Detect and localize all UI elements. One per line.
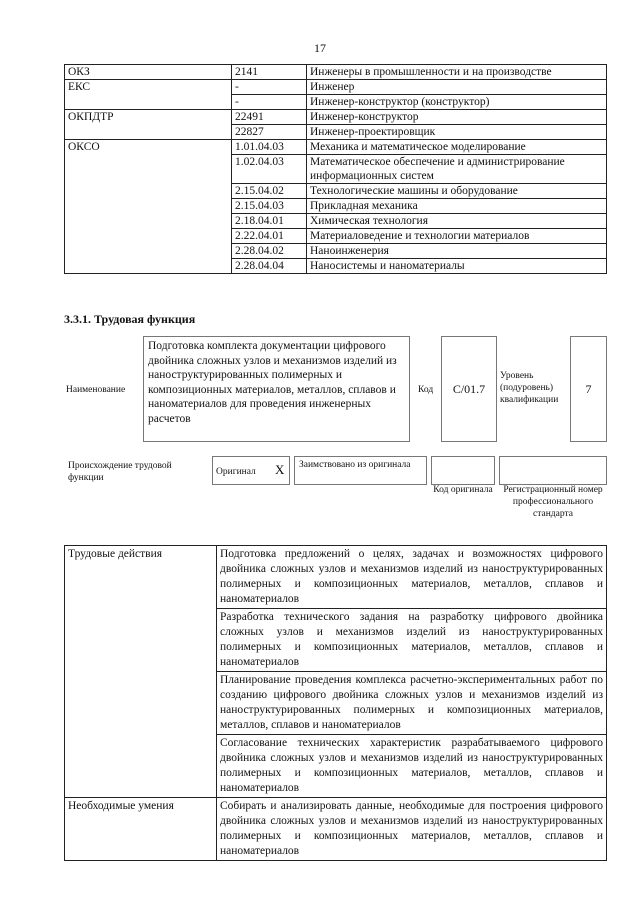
table-row (65, 95, 607, 110)
table-cell-name: Технологические машины и оборудование (307, 184, 607, 199)
reg-number-label: Регистрационный номер профессионального стандарта (503, 485, 603, 519)
table-cell-group (65, 259, 232, 274)
table-cell-name: Наносистемы и наноматериалы (307, 259, 607, 274)
table-cell-group (65, 214, 232, 229)
table-cell-group: ОКЗ (65, 65, 232, 80)
labor-action: Разработка технического задания на разработку цифрового двойника сложных узлов и механизмов изделий из наноструктурированных полимерных и композиционных материалов, металлов, сплавов и наноматериалов (217, 609, 607, 672)
section-title: 3.3.1. Трудовая функция (64, 312, 196, 326)
original-label: Оригинал (216, 467, 256, 477)
table-row (65, 65, 607, 80)
borrowed-cell (294, 456, 427, 485)
table-cell-code: 2.28.04.02 (232, 244, 307, 259)
table-row (65, 110, 607, 125)
table-row (65, 80, 607, 95)
name-label: Наименование (66, 385, 126, 395)
table-row (65, 214, 607, 229)
original-cell (212, 456, 290, 485)
table-cell-group (65, 125, 232, 140)
table-cell-name: Инженер-проектировщик (307, 125, 607, 140)
table-cell-code: 2.28.04.04 (232, 259, 307, 274)
table-row (65, 184, 607, 199)
table-cell-name: Инженер-конструктор (конструктор) (307, 95, 607, 110)
table-cell-name: Химическая технология (307, 214, 607, 229)
labor-action: Планирование проведения комплекса расчетно-экспериментальных работ по созданию цифрового двойника сложных узлов и механизмов изделий из наноструктурированных полимерных и композиционных материалов, металлов, сплавов и наноматериалов (217, 672, 607, 735)
skill-item: Собирать и анализировать данные, необходимые для построения цифрового двойника сложных узлов и механизмов изделий из наноструктурированных полимерных и композиционных материалов, металлов, сплавов и наноматериалов (217, 798, 607, 861)
table-cell-code: - (232, 95, 307, 110)
code-original-label: Код оригинала (433, 485, 493, 495)
table-row (65, 259, 607, 274)
labor-action: Согласование технических характеристик разрабатываемого цифрового двойника сложных узлов и механизмов изделий из наноструктурированных полимерных и композиционных материалов, металлов, сплавов и наноматериалов (217, 735, 607, 798)
table-cell-name: Механика и математическое моделирование (307, 140, 607, 155)
table-cell-group (65, 229, 232, 244)
function-code-value: C/01.7 (441, 336, 497, 442)
code-label: Код (418, 385, 434, 395)
table-cell-name: Инженеры в промышленности и на производстве (307, 65, 607, 80)
qualification-level-value: 7 (570, 336, 607, 442)
table-cell-code: 22827 (232, 125, 307, 140)
table-cell-group (65, 199, 232, 214)
table-cell-group: ОКСО (65, 140, 232, 155)
table-cell-group: ЕКС (65, 80, 232, 95)
table-cell-code: 2141 (232, 65, 307, 80)
qualification-level-label: Уровень (подуровень) квалификации (500, 371, 559, 405)
table-row (65, 229, 607, 244)
table-cell-code: 22491 (232, 110, 307, 125)
table-cell-name: Математическое обеспечение и администрирование информационных систем (307, 155, 607, 184)
table-row (65, 155, 607, 184)
table-cell-name: Инженер (307, 80, 607, 95)
table-cell-code: 2.18.04.01 (232, 214, 307, 229)
labor-action: Подготовка предложений о целях, задачах и возможностях цифрового двойника сложных узлов и механизмов изделий из наноструктурированных полимерных и композиционных материалов, металлов, сплавов и наноматериалов (217, 546, 607, 609)
function-name-value: Подготовка комплекта документации цифрового двойника сложных узлов и механизмов изделий из наноструктурированных полимерных и композиционных материалов, металлов, сплавов и наноматериалов для проведения инженерных расчетов (143, 336, 410, 442)
classification-table (64, 64, 607, 274)
skills-label: Необходимые умения (65, 798, 217, 861)
borrowed-label: Заимствовано из оригинала (299, 460, 411, 470)
table-cell-code: 1.02.04.03 (232, 155, 307, 184)
page-number: 17 (314, 41, 326, 55)
table-row (65, 546, 607, 609)
table-row (65, 798, 607, 861)
table-cell-group: ОКПДТР (65, 110, 232, 125)
table-cell-code: 1.01.04.03 (232, 140, 307, 155)
origin-label: Происхождение трудовой функции (68, 461, 172, 483)
table-cell-group (65, 95, 232, 110)
table-cell-group (65, 184, 232, 199)
table-cell-name: Прикладная механика (307, 199, 607, 214)
table-cell-code: 2.22.04.01 (232, 229, 307, 244)
table-row (65, 199, 607, 214)
table-cell-code: - (232, 80, 307, 95)
table-cell-name: Наноинженерия (307, 244, 607, 259)
table-row (65, 244, 607, 259)
table-row (65, 140, 607, 155)
code-original-cell (431, 456, 495, 485)
reg-number-cell (499, 456, 607, 485)
labor-actions-table (64, 545, 607, 861)
table-cell-group (65, 244, 232, 259)
original-mark: X (275, 462, 285, 477)
table-cell-code: 2.15.04.02 (232, 184, 307, 199)
table-cell-name: Инженер-конструктор (307, 110, 607, 125)
labor-actions-label: Трудовые действия (65, 546, 217, 798)
table-cell-code: 2.15.04.03 (232, 199, 307, 214)
table-cell-group (65, 155, 232, 184)
table-cell-name: Материаловедение и технологии материалов (307, 229, 607, 244)
table-row (65, 125, 607, 140)
